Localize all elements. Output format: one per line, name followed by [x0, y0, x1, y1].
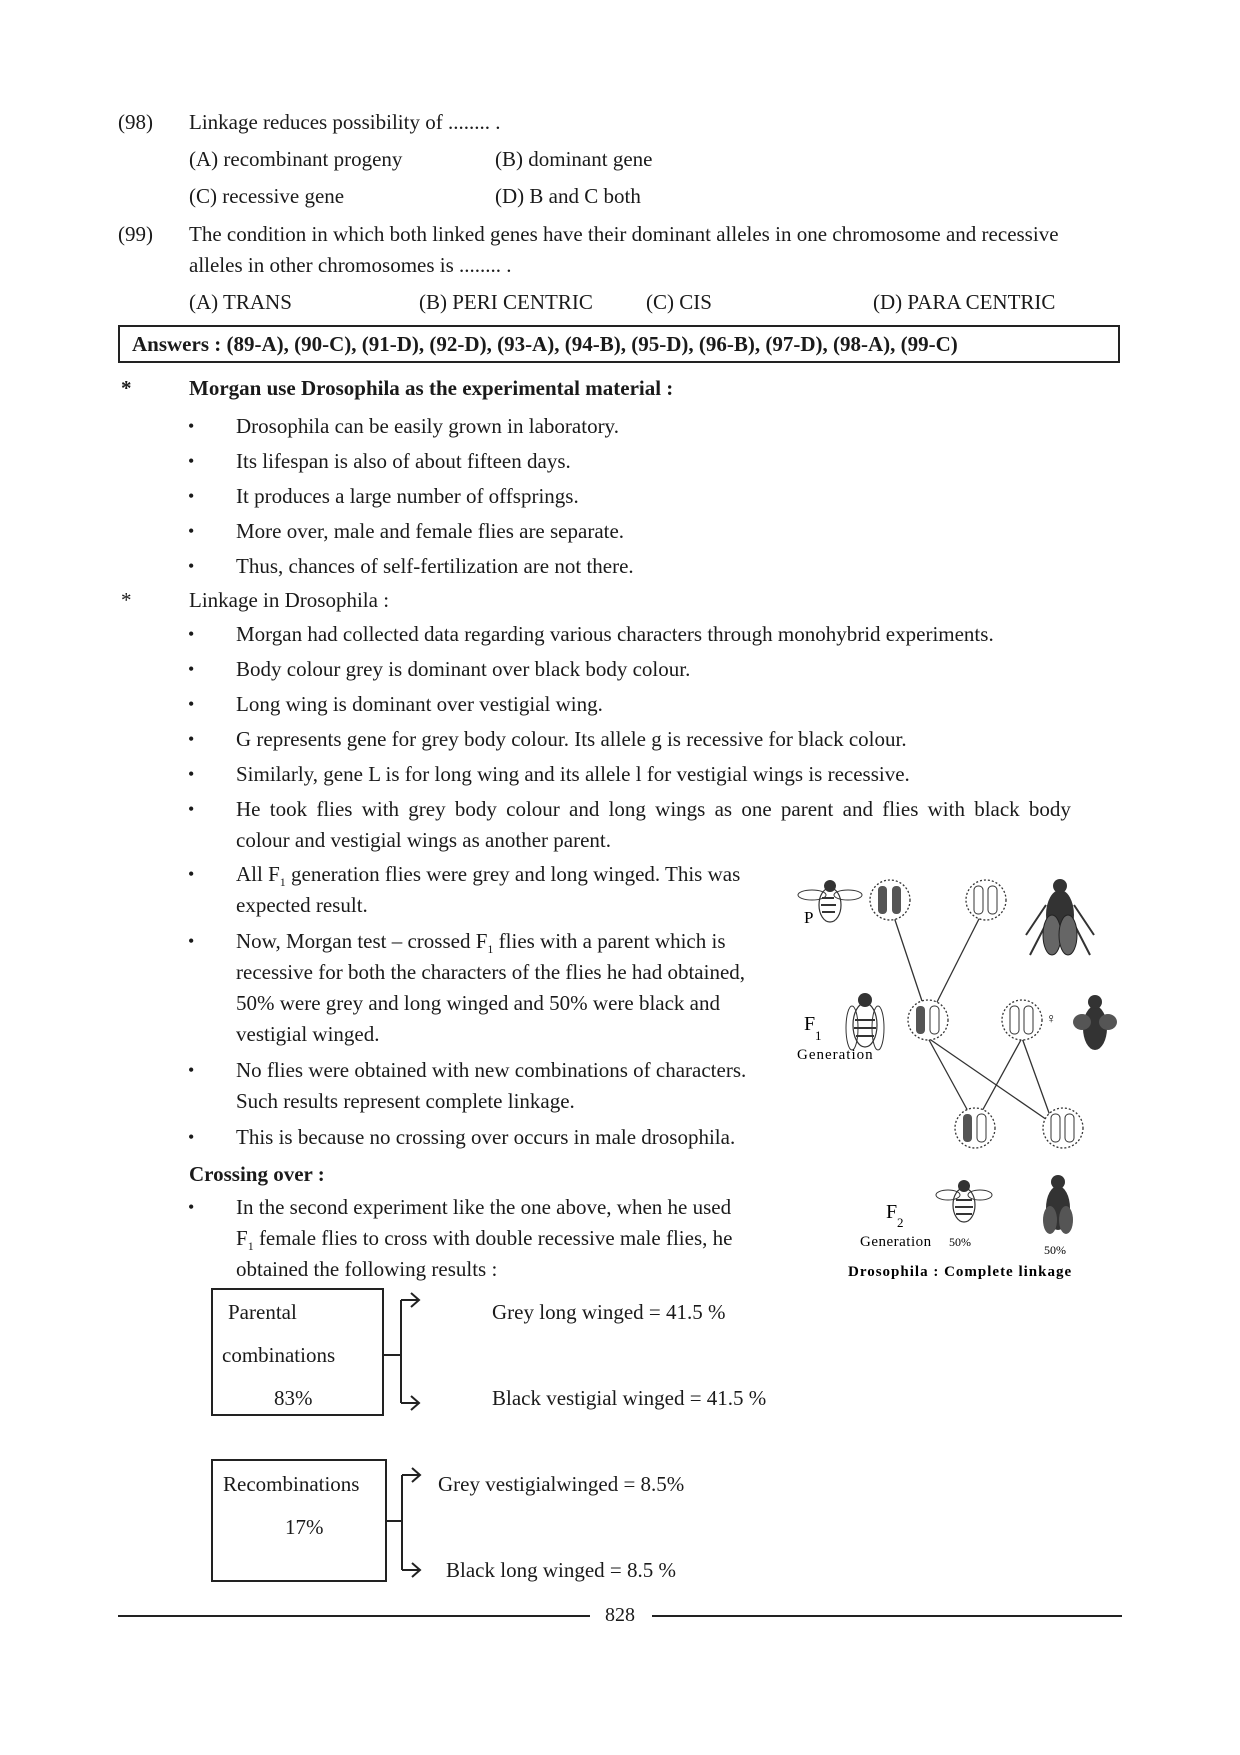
section1-bullet-1: Drosophila can be easily grown in laboratory.: [236, 414, 619, 438]
section2-star: *: [121, 588, 132, 612]
bullet-icon: •: [188, 694, 195, 714]
bullet-icon: •: [188, 1127, 195, 1147]
recombinations-label: Recombinations: [223, 1472, 360, 1496]
fly-icon: [936, 1180, 992, 1222]
parental-item1: Grey long winged = 41.5 %: [492, 1300, 726, 1324]
recombinations-item2: Black long winged = 8.5 %: [446, 1558, 676, 1582]
bullet-icon: •: [188, 624, 195, 644]
fly-icon: [1043, 1175, 1073, 1234]
question-98-number: (98): [118, 110, 153, 134]
section1-bullet-5: Thus, chances of self-fertilization are not there.: [236, 554, 634, 578]
question-99-option-d: (D) PARA CENTRIC: [873, 290, 1056, 314]
test-bullet-post: flies with a parent which is: [493, 929, 726, 953]
test-bullet-line1: [236, 929, 726, 957]
parental-bracket: [383, 1290, 428, 1416]
figure-f2-left-percent: 50%: [949, 1235, 971, 1249]
section1-bullet-2: Its lifespan is also of about fifteen days.: [236, 449, 571, 473]
f1-bullet-post: generation flies were grey and long winged. This was: [285, 862, 741, 886]
question-98-option-c: (C) recessive gene: [189, 184, 345, 208]
f1-bullet-pre: All F: [236, 862, 280, 886]
section1-heading: Morgan use Drosophila as the experimental material :: [189, 376, 674, 400]
male-bullet: This is because no crossing over occurs in male drosophila.: [236, 1125, 736, 1149]
figure-p-label: P: [804, 908, 814, 927]
section2-bullet-5: Similarly, gene L is for long wing and its allele l for vestigial wings is recessive.: [236, 762, 910, 786]
recombinations-item1: Grey vestigialwinged = 8.5%: [438, 1472, 685, 1496]
crossing-over-line2-sub: 1: [247, 1239, 254, 1254]
section2-bullet-2: Body colour grey is dominant over black body colour.: [236, 657, 691, 681]
bullet-icon: •: [188, 521, 195, 541]
figure-f1-sub: 1: [815, 1028, 822, 1043]
bullet-icon: •: [188, 451, 195, 471]
section2-heading: Linkage in Drosophila :: [189, 588, 390, 612]
question-99-number: (99): [118, 222, 153, 246]
chromosome-circle: [955, 1108, 995, 1148]
parental-label2: combinations: [222, 1343, 336, 1367]
question-99-option-c: (C) CIS: [646, 290, 712, 314]
chromosome-circle: [870, 880, 910, 920]
section1-bullet-4: More over, male and female flies are separate.: [236, 519, 625, 543]
no-flies-bullet-line1: No flies were obtained with new combinations of characters.: [236, 1058, 747, 1082]
chromosome-circle: [1002, 1000, 1042, 1040]
parental-percent: 83%: [274, 1386, 313, 1410]
bullet-icon: •: [188, 729, 195, 749]
answers-box: [118, 325, 1120, 363]
section2-bullet-6-line1: He took flies with grey body colour and long wings as one parent and flies with black body: [236, 797, 1071, 821]
bullet-icon: •: [188, 764, 195, 784]
fly-icon: [846, 993, 884, 1050]
figure-f2-sub: 2: [897, 1215, 904, 1230]
figure-f2-generation: Generation: [860, 1234, 932, 1250]
bullet-icon: •: [188, 864, 195, 884]
crossing-over-line2-pre: F: [236, 1226, 248, 1250]
figure-f2-right-percent: 50%: [1044, 1243, 1066, 1257]
bullet-icon: •: [188, 799, 195, 819]
f1-bullet-sub: 1: [279, 875, 286, 890]
chromosome-circle: [1043, 1108, 1083, 1148]
section2-bullet-6-line2: colour and vestigial wings as another parent.: [236, 828, 611, 852]
figure-caption: Drosophila : Complete linkage: [848, 1264, 1073, 1280]
no-flies-bullet-line2: Such results represent complete linkage.: [236, 1089, 575, 1113]
fly-icon: [1026, 879, 1094, 955]
parental-item2: Black vestigial winged = 41.5 %: [492, 1386, 767, 1410]
figure-f1-label: F: [804, 1013, 816, 1035]
crossing-over-line1: In the second experiment like the one above, when he used: [236, 1195, 732, 1219]
bullet-icon: •: [188, 556, 195, 576]
question-98-option-b: (B) dominant gene: [495, 147, 653, 171]
footer-rule-right: [652, 1615, 1122, 1617]
crossing-over-line3: obtained the following results :: [236, 1257, 498, 1281]
recombinations-bracket: [386, 1460, 431, 1582]
chromosome-circle: [966, 880, 1006, 920]
bullet-icon: •: [188, 659, 195, 679]
question-98-option-a: (A) recombinant progeny: [189, 147, 403, 171]
chromosome-circle: [908, 1000, 948, 1040]
question-98-option-d: (D) B and C both: [495, 184, 641, 208]
parental-label1: Parental: [228, 1300, 297, 1324]
section2-bullet-4: G represents gene for grey body colour. Its allele g is recessive for black colour.: [236, 727, 907, 751]
figure-female-symbol: ♀: [1046, 1012, 1057, 1027]
drosophila-linkage-figure: [790, 860, 1130, 1280]
section2-bullet-1: Morgan had collected data regarding various characters through monohybrid experiments.: [236, 622, 994, 646]
crossing-over-line2: [236, 1226, 732, 1254]
test-bullet-pre: Now, Morgan test – crossed F: [236, 929, 488, 953]
bullet-icon: •: [188, 931, 195, 951]
bullet-icon: •: [188, 486, 195, 506]
section1-star: *: [121, 376, 132, 400]
figure-f1-generation: Generation: [797, 1047, 874, 1063]
recombinations-percent: 17%: [285, 1515, 324, 1539]
figure-f2-label: F: [886, 1201, 898, 1223]
question-98-text: Linkage reduces possibility of ........ .: [189, 110, 501, 134]
fly-icon: [1073, 995, 1117, 1050]
question-99-option-b: (B) PERI CENTRIC: [419, 290, 593, 314]
crossing-over-heading: Crossing over :: [189, 1162, 325, 1186]
test-bullet-line4: vestigial winged.: [236, 1022, 380, 1046]
page-number: 828: [605, 1604, 635, 1626]
test-bullet-line3: 50% were grey and long winged and 50% were black and: [236, 991, 720, 1015]
section1-bullet-3: It produces a large number of offsprings.: [236, 484, 579, 508]
crossing-over-line2-post: female flies to cross with double recessive male flies, he: [253, 1226, 733, 1250]
bullet-icon: •: [188, 416, 195, 436]
test-bullet-line2: recessive for both the characters of the flies he had obtained,: [236, 960, 746, 984]
question-99-text-line1: The condition in which both linked genes have their dominant alleles in one chromosome and recessive: [189, 222, 1059, 246]
question-99-text-line2: alleles in other chromosomes is ........ .: [189, 253, 512, 277]
test-bullet-sub: 1: [487, 942, 494, 957]
question-99-option-a: (A) TRANS: [189, 290, 292, 314]
bullet-icon: •: [188, 1060, 195, 1080]
section2-bullet-3: Long wing is dominant over vestigial wing.: [236, 692, 603, 716]
f1-bullet-line2: expected result.: [236, 893, 368, 917]
f1-bullet-line1: [236, 862, 740, 890]
footer-rule-left: [118, 1615, 590, 1617]
bullet-icon: •: [188, 1197, 195, 1217]
answers-text: Answers : (89-A), (90-C), (91-D), (92-D), (93-A), (94-B), (95-D), (96-B), (97-D), (98-A), (99-C): [132, 332, 958, 356]
